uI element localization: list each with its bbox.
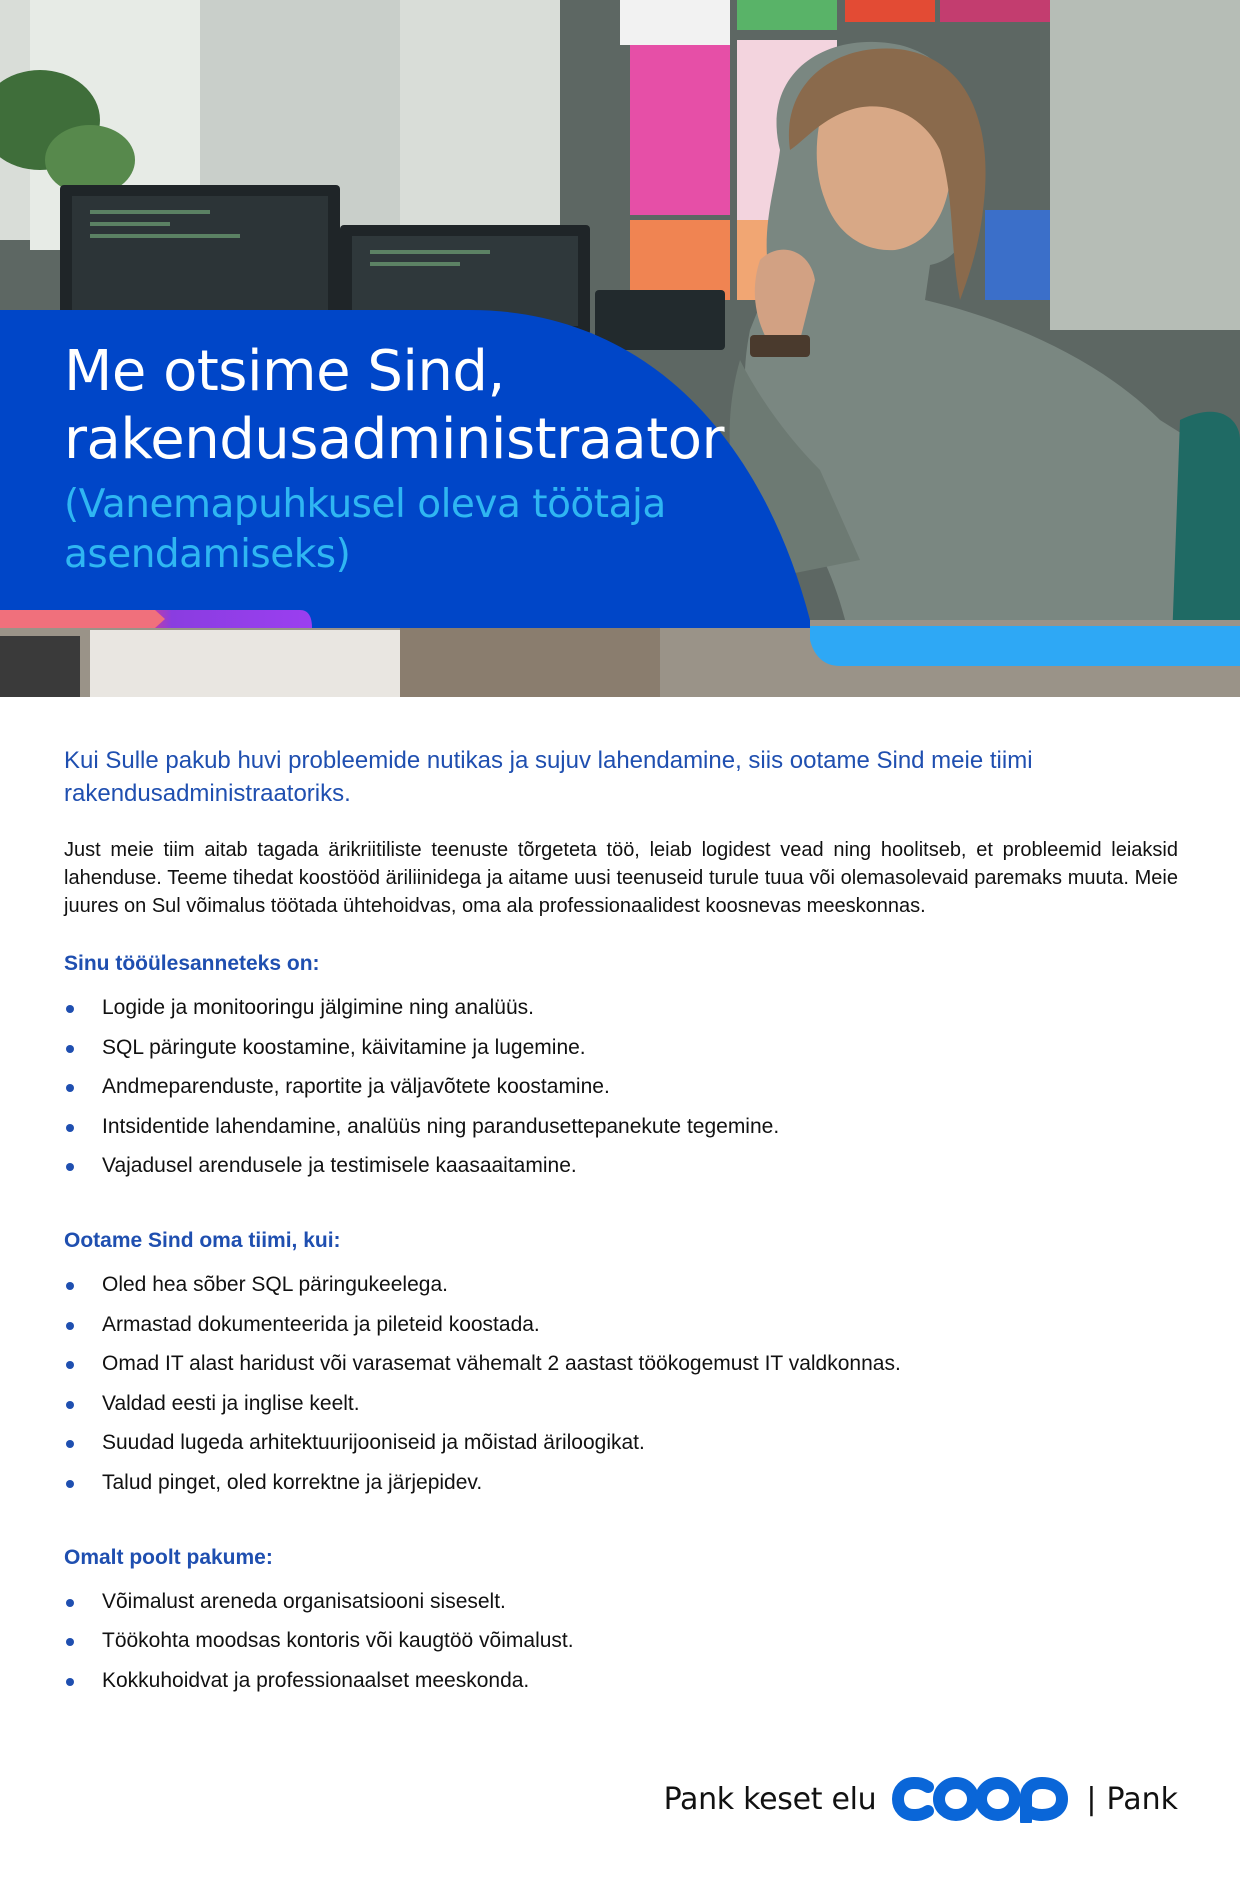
offer-list [64, 1588, 1178, 1695]
bullet-icon [66, 1440, 74, 1448]
hero-title [64, 338, 724, 474]
bullet-icon [66, 1163, 74, 1171]
list-item-text: Oled hea sõber SQL päringukeelega. [102, 1273, 448, 1296]
section-title-responsibilities: Sinu tööülesanneteks on: [64, 952, 320, 975]
section-title-requirements: Ootame Sind oma tiimi, kui: [64, 1229, 341, 1252]
bullet-icon [66, 1599, 74, 1607]
list-item-text: Andmeparenduste, raportite ja väljavõtete koostamine. [102, 1075, 610, 1098]
brand-separator: | [1086, 1781, 1097, 1817]
requirements-list [64, 1271, 1178, 1497]
list-item-text: Töökohta moodsas kontoris või kaugtöö võimalust. [102, 1629, 574, 1652]
list-item [64, 1429, 1178, 1457]
list-item [64, 1627, 1178, 1655]
job-description [64, 744, 1178, 1706]
bullet-icon [66, 1322, 74, 1330]
hero-title-line: rakendusadministraator [64, 407, 724, 472]
list-item [64, 1152, 1178, 1180]
hero-title-line: Me otsime Sind, [64, 339, 505, 404]
coop-logo [892, 1775, 1072, 1823]
list-item [64, 994, 1178, 1022]
hero-subtitle-line: (Vanemapuhkusel oleva töötaja [64, 482, 666, 527]
list-item [64, 1667, 1178, 1695]
bullet-icon [66, 1401, 74, 1409]
section-title-offer: Omalt poolt pakume: [64, 1545, 273, 1569]
list-item-text: Omad IT alast haridust või varasemat vähemalt 2 aastast töökogemust IT valdkonnas. [102, 1352, 901, 1375]
list-item [64, 1469, 1178, 1497]
list-item [64, 1073, 1178, 1101]
list-item [64, 1113, 1178, 1141]
responsibilities-list [64, 994, 1178, 1180]
bullet-icon [66, 1005, 74, 1013]
list-item [64, 1271, 1178, 1299]
bullet-icon [66, 1084, 74, 1092]
list-item-text: Armastad dokumenteerida ja pileteid koostada. [102, 1312, 540, 1336]
bullet-icon [66, 1282, 74, 1290]
list-item [64, 1588, 1178, 1616]
bullet-icon [66, 1124, 74, 1132]
list-item [64, 1390, 1178, 1418]
hero-subtitle [64, 480, 666, 580]
list-item-text: Võimalust areneda organisatsiooni siseselt. [102, 1589, 506, 1613]
list-item [64, 1350, 1178, 1378]
bullet-icon [66, 1480, 74, 1488]
hero-subtitle-line: asendamiseks) [64, 532, 351, 577]
brand-suffix: Pank [1106, 1781, 1178, 1817]
list-item-text: Logide ja monitooringu jälgimine ning analüüs. [102, 996, 534, 1019]
list-item-text: Suudad lugeda arhitektuurijooniseid ja mõistad äriloogikat. [102, 1431, 645, 1454]
footer-brand [664, 1775, 1178, 1823]
list-item-text: SQL päringute koostamine, käivitamine ja lugemine. [102, 1035, 586, 1059]
list-item-text: Intsidentide lahendamine, analüüs ning parandusettepanekute tegemine. [102, 1114, 780, 1138]
list-item-text: Vajadusel arendusele ja testimisele kaasaaitamine. [102, 1154, 577, 1177]
bullet-icon [66, 1361, 74, 1369]
brand-slogan: Pank keset elu [663, 1781, 877, 1817]
list-item-text: Kokkuhoidvat ja professionaalset meeskonda. [102, 1668, 530, 1692]
lead-paragraph: Kui Sulle pakub huvi probleemide nutikas ja sujuv lahendamine, siis ootame Sind meie tiimi rakendusadministraatoriks. [64, 747, 1033, 807]
bullet-icon [66, 1678, 74, 1686]
list-item-text: Valdad eesti ja inglise keelt. [102, 1391, 360, 1415]
bullet-icon [66, 1045, 74, 1053]
list-item [64, 1311, 1178, 1339]
intro-paragraph: Just meie tiim aitab tagada ärikriitiliste teenuste tõrgeteta töö, leiab logidest vead ning hoolitseb, et probleemid leiaksid lahenduse. Teeme tihedat koostööd äriliinidega ja aitame uusi teenuseid turule tuua või olemasolevaid paremaks muuta. Meie juures on Sul võimalus töötada ühtehoidvas, oma ala professionaalidest koosnevas meeskonnas. [64, 839, 1178, 917]
cyan-accent-bar [810, 626, 1240, 666]
bullet-icon [66, 1638, 74, 1646]
hero-banner [0, 0, 1240, 697]
list-item-text: Talud pinget, oled korrektne ja järjepidev. [102, 1470, 483, 1494]
list-item [64, 1034, 1178, 1062]
